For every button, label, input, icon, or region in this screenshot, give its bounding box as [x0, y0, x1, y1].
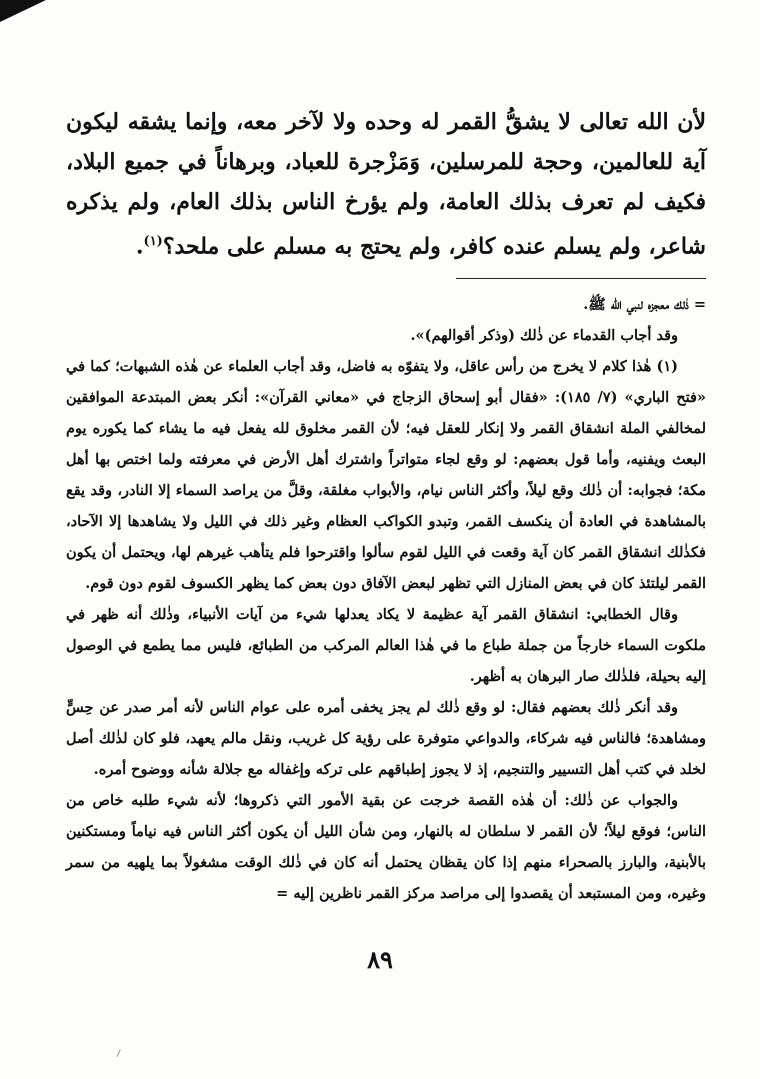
page-body — [66, 102, 706, 909]
footnote-paragraph: وقال الخطابي: انشقاق القمر آية عظيمة لا يكاد يعدلها شيء من آيات الأنبياء، وذٰلك أنه ظهر في ملكوت السماء خارجاً من جملة طباع ما في هٰذا العالم المركب من الطبائع، فليس مما يطمع في الوصول إليه بحيلة، فلذٰلك صار البرهان به أظهر. — [66, 606, 706, 686]
footnote-paragraph: (١) هٰذا كلام لا يخرج من رأس عاقل، ولا يتفوّه به فاضل، وقد أجاب العلماء عن هٰذه الشبهات؛ كما في «فتح الباري» (٧/ ١٨٥): «فقال أبو إسحاق الزجاج في «معاني القرآن»: أنكر بعض المبتدعة الموافقين لمخالفي الملة انشقاق القمر ولا إنكار للعقل فيه؛ لأن القمر مخلوق لله يفعل فيه ما يشاء كما يكوره يوم البعث ويفنيه، وأما قول بعضهم: لو وقع لجاء متواتراً واشترك أهل الأرض في معرفته ولما اختص بها أهل مكة؛ فجوابه: أن ذٰلك وقع ليلاً، وأكثر الناس نيام، والأبواب مغلقة، وقلَّ من يراصد السماء إلا النادر، وقد يقع بالمشاهدة في العادة أن ينكسف القمر، وتبدو الكواكب العظام وغير ذلك في الليل ولا يشاهدها إلا الآحاد، فكذٰلك انشقاق القمر كان آية وقعت في الليل لقوم سألوا واقترحوا فلم يتأهب غيرهم لها، ويحتمل أن يكون القمر ليلتئذ كان في بعض المنازل التي تظهر لبعض الآفاق دون بعض كما يظهر الكسوف لقوم دون قوم. — [66, 358, 706, 593]
page-number: ٨٩ — [367, 945, 393, 974]
corner-mark — [0, 0, 46, 22]
footnote-intro: وقد أجاب القدماء عن ذٰلك (وذكر أقوالهم)». — [410, 327, 678, 345]
footnote-continuation: = ذٰلك معجزه لنبي الله ﷺ. — [583, 296, 706, 314]
main-line: لأن الله تعالى لا يشقُّ القمر له وحده ولا لآخر معه، وإنما يشقه ليكون آية — [66, 109, 706, 175]
main-text: لأن الله تعالى لا يشقُّ القمر له وحده ولا لآخر معه، وإنما يشقه ليكون آية للعالمين، وحجة للمرسلين، وَمَزْجرة للعباد، وبرهاناً في جميع البلاد، فكيف لم تعرف بذلك العامة، ولم يؤرخ الناس بذلك العام، ولم يذكره شاعر، ولم يسلم عنده كافر، ولم يحتج به مسلم على ملحد؟$^{(١)}$. — [66, 109, 706, 260]
scan-mark — [117, 1049, 125, 1058]
main-line: لم تعرف بذلك العامة، ولم يؤرخ الناس بذلك العام، ولم يذكره شاعر، ولم — [66, 189, 706, 260]
main-line: يسلم عنده كافر، ولم يحتج به مسلم على ملحد؟ — [162, 233, 602, 260]
footnote-paragraph: وقد أنكر ذٰلك بعضهم فقال: لو وقع ذٰلك لم يجز يخفى أمره على عوام الناس لأنه أمر صدر عن حِسٍّ ومشاهدة؛ فالناس فيه شركاء، والدواعي متوفرة على رؤية كل غريب، ونقل مالم يعهد، فلو كان لذٰلك أصل لخلد في كتب أهل التسيير والتنجيم، إذ لا يجوز إطباقهم على تركه وإغفاله مع جلالة شأنه ووضوح أمره. — [66, 699, 706, 779]
main-line: للعالمين، وحجة للمرسلين، وَمَزْجرة للعباد، وبرهاناً في جميع البلاد، فكيف — [66, 149, 706, 215]
footnote-paragraph: والجواب عن ذٰلك: أن هٰذه القصة خرجت عن بقية الأمور التي ذكروها؛ لأنه شيء طلبه خاص من الناس؛ فوقع ليلاً؛ لأن القمر لا سلطان له بالنهار، ومن شأن الليل أن يكون أكثر الناس فيه نياماً ومستكنين بالأبنية، والبارز بالصحراء منهم إذا كان يقظان يحتمل أنه كان في ذٰلك الوقت مشغولاً بما يلهيه من سمر وغيره، ومن المستبعد أن يقصدوا إلى مراصد مركز القمر ناظرين إليه = — [66, 792, 706, 903]
footnote-reference: (١) — [143, 234, 163, 249]
footnote-separator — [456, 278, 706, 279]
